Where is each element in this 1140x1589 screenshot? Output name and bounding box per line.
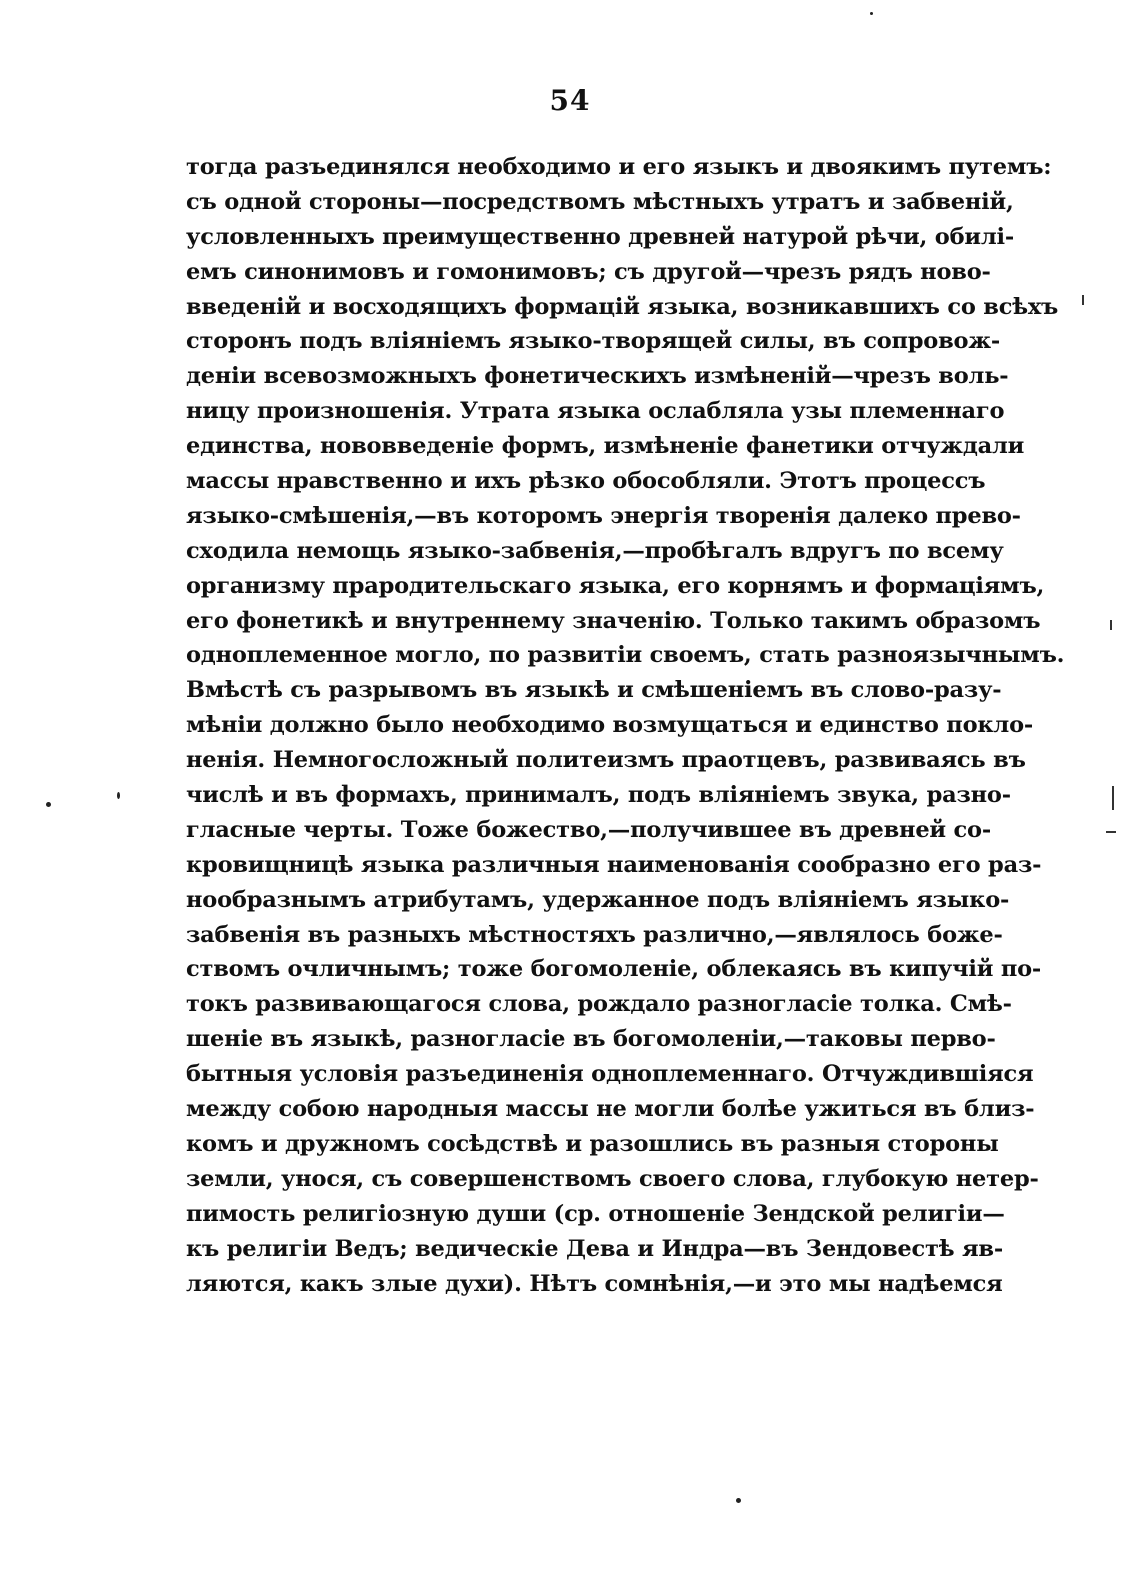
- text-line: массы нравственно и ихъ рѣзко обособляли. Этотъ процессъ: [186, 468, 986, 495]
- text-line: единства, нововведеніе формъ, измѣненіе фанетики отчуждали: [186, 433, 1025, 460]
- text-line: его фонетикѣ и внутреннему значенію. Только такимъ образомъ: [186, 607, 1041, 634]
- text-line: организму прародительскаго языка, его корнямъ и формаціямъ,: [186, 572, 1045, 599]
- text-line: ницу произношенія. Утрата языка ослабляла узы племеннаго: [186, 398, 1005, 425]
- text-line: условленныхъ преимущественно древней натурой рѣчи, обилі-: [186, 223, 1015, 250]
- scan-speck: [117, 792, 120, 799]
- text-line: комъ и дружномъ сосѣдствѣ и разошлись въ разныя стороны: [186, 1130, 999, 1157]
- margin-mark: [1110, 620, 1112, 630]
- text-line: земли, унося, съ совершенствомъ своего слова, глубокую нетер-: [186, 1165, 1039, 1192]
- margin-mark: [1112, 786, 1114, 810]
- text-line: пимость религіозную души (ср. отношеніе Зендской религіи—: [186, 1200, 1005, 1227]
- text-line: ненія. Немногосложный политеизмъ праотцевъ, развиваясь въ: [186, 747, 1026, 774]
- text-line: языко-смѣшенія,—въ которомъ энергія творенія далеко прево-: [186, 502, 1021, 529]
- page-number: 54: [549, 84, 591, 117]
- text-line: введеній и восходящихъ формацій языка, возникавшихъ со всѣхъ: [186, 293, 1059, 320]
- body-text: [186, 150, 1065, 1301]
- text-line: ствомъ очличнымъ; тоже богомоленіе, облекаясь въ кипучій по-: [186, 956, 1042, 983]
- text-line: между собою народныя массы не могли болѣе ужиться въ близ-: [186, 1096, 1035, 1123]
- margin-mark: [1082, 295, 1084, 305]
- text-line: забвенія въ разныхъ мѣстностяхъ различно,—являлось боже-: [186, 921, 1003, 948]
- text-line: шеніе въ языкѣ, разногласіе въ богомоленіи,—таковы перво-: [186, 1026, 996, 1053]
- text-line: Вмѣстѣ съ разрывомъ въ языкѣ и смѣшеніемъ въ слово-разу-: [186, 677, 1002, 704]
- text-line: токъ развивающагося слова, рождало разногласіе толка. Смѣ-: [186, 991, 1012, 1018]
- text-line: сходила немощь языко-забвенія,—пробѣгалъ вдругъ по всему: [186, 537, 1004, 564]
- scan-speck: [870, 12, 873, 15]
- text-line: кровищницѣ языка различныя наименованія сообразно его раз-: [186, 851, 1042, 878]
- text-line: мѣніи должно было необходимо возмущаться и единство покло-: [186, 712, 1034, 739]
- text-line: къ религіи Ведъ; ведическіе Дева и Индра—въ Зендовестѣ яв-: [186, 1235, 1003, 1262]
- scan-speck: [46, 802, 51, 807]
- text-line: гласные черты. Тоже божество,—получившее въ древней со-: [186, 816, 991, 843]
- text-line: нообразнымъ атрибутамъ, удержанное подъ вліяніемъ языко-: [186, 886, 1010, 913]
- scan-speck: [736, 1498, 741, 1503]
- text-line: одноплеменное могло, по развитіи своемъ, стать разноязычнымъ.: [186, 642, 1065, 669]
- text-line: бытныя условія разъединенія одноплеменнаго. Отчуждившіяся: [186, 1061, 1034, 1088]
- text-line: съ одной стороны—посредствомъ мѣстныхъ утратъ и забвеній,: [186, 188, 1014, 215]
- margin-mark: [1106, 831, 1116, 833]
- text-line: деніи всевозможныхъ фонетическихъ измѣненій—чрезъ воль-: [186, 363, 1009, 390]
- text-line: тогда разъединялся необходимо и его языкъ и двоякимъ путемъ:: [186, 154, 1052, 180]
- text-line: сторонъ подъ вліяніемъ языко-творящей силы, въ сопровож-: [186, 328, 1001, 355]
- text-line: ляются, какъ злые духи). Нѣтъ сомнѣнія,—и это мы надѣемся: [186, 1270, 1003, 1297]
- text-line: числѣ и въ формахъ, принималъ, подъ вліяніемъ звука, разно-: [186, 782, 1011, 809]
- text-line: емъ синонимовъ и гомонимовъ; съ другой—чрезъ рядъ ново-: [186, 258, 991, 285]
